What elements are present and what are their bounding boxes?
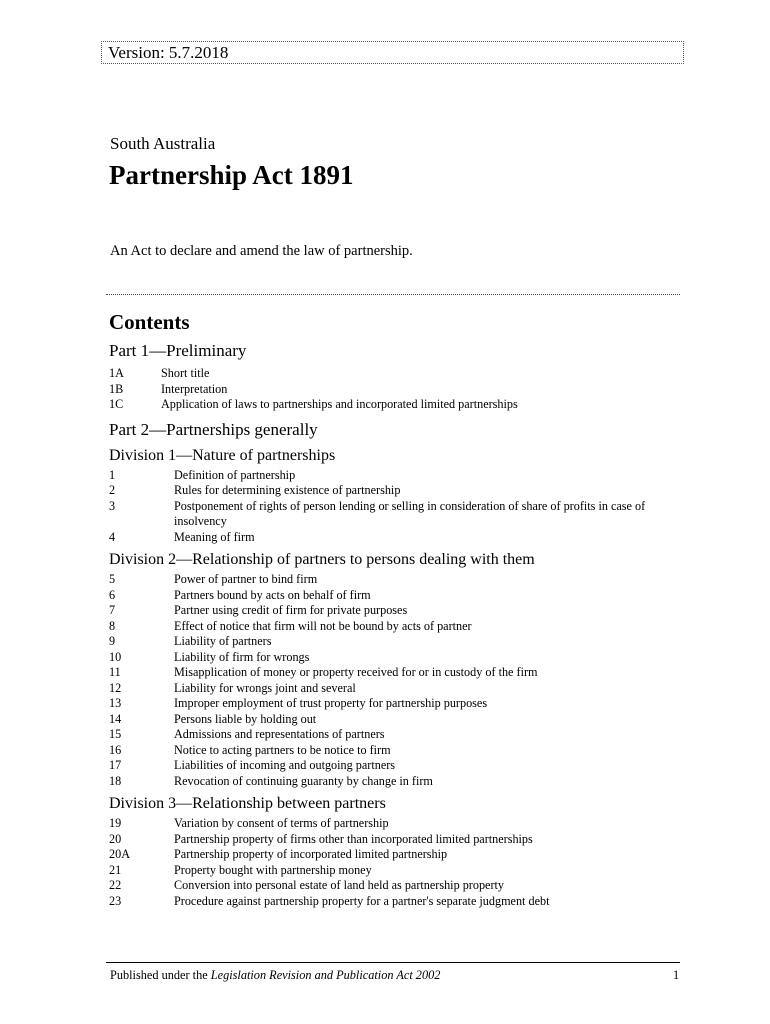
toc-entry-title: Liability of firm for wrongs bbox=[174, 649, 310, 664]
toc-entry-number: 6 bbox=[109, 587, 116, 602]
toc-entry-number: 9 bbox=[109, 634, 116, 648]
divider bbox=[106, 294, 680, 295]
footer-act-reference: Legislation Revision and Publication Act 2002 bbox=[210, 968, 441, 982]
division-3-heading[interactable]: Division 3—Relationship between partners bbox=[109, 795, 386, 812]
toc-entry[interactable] bbox=[109, 816, 689, 832]
toc-entry-number: 4 bbox=[109, 529, 116, 544]
toc-entry-title: Revocation of continuing guaranty by change in firm bbox=[174, 773, 433, 788]
toc-entry[interactable] bbox=[109, 847, 689, 863]
long-title: An Act to declare and amend the law of partnership. bbox=[110, 243, 413, 259]
toc-entry[interactable] bbox=[109, 832, 689, 848]
toc-entry-title: Partnership property of firms other than incorporated limited partnerships bbox=[174, 831, 533, 846]
toc-entry[interactable] bbox=[109, 681, 689, 697]
footer-publication-note bbox=[110, 968, 440, 983]
toc-entry-title: Improper employment of trust property for partnership purposes bbox=[174, 696, 488, 710]
toc-entry[interactable] bbox=[109, 588, 689, 604]
toc-entry-title: Liability of partners bbox=[174, 634, 272, 648]
toc-entry-title: Power of partner to bind firm bbox=[174, 572, 318, 586]
toc-entry-title: Meaning of firm bbox=[174, 529, 255, 544]
toc-entry-title: Notice to acting partners to be notice to firm bbox=[174, 742, 391, 757]
toc-entry-number: 1A bbox=[109, 366, 124, 380]
toc-entry-number: 20 bbox=[109, 831, 122, 846]
toc-entry-title: Procedure against partnership property for a partner's separate judgment debt bbox=[174, 893, 550, 908]
toc-entry[interactable] bbox=[109, 603, 689, 619]
toc-entry-title: Property bought with partnership money bbox=[174, 862, 372, 877]
jurisdiction: South Australia bbox=[110, 134, 216, 153]
toc-entry-number: 21 bbox=[109, 862, 122, 877]
toc-entry-number: 22 bbox=[109, 878, 122, 892]
toc-entry[interactable] bbox=[109, 863, 689, 879]
toc-entry[interactable] bbox=[109, 397, 689, 413]
toc-entry[interactable] bbox=[109, 712, 689, 728]
toc-entry-title: Effect of notice that firm will not be bound by acts of partner bbox=[174, 618, 472, 633]
toc-entry-title: Definition of partnership bbox=[174, 467, 296, 482]
version-box bbox=[101, 41, 684, 64]
footer-divider bbox=[106, 962, 680, 963]
toc-entry-number: 7 bbox=[109, 603, 116, 617]
toc-entry-number: 19 bbox=[109, 816, 122, 830]
toc-entry[interactable] bbox=[109, 619, 689, 635]
toc-entry-number: 20A bbox=[109, 847, 130, 861]
toc-entry[interactable] bbox=[109, 468, 689, 484]
page-number: 1 bbox=[673, 968, 680, 982]
toc-entry-number: 1B bbox=[109, 381, 124, 396]
toc-entry[interactable] bbox=[109, 743, 689, 759]
toc-entry[interactable] bbox=[109, 530, 689, 546]
toc-entry-number: 5 bbox=[109, 572, 116, 586]
toc-entry-title: Conversion into personal estate of land held as partnership property bbox=[174, 878, 504, 892]
toc-entry-title: Short title bbox=[161, 366, 210, 380]
toc-entry[interactable] bbox=[109, 894, 689, 910]
toc-entry-title: Misapplication of money or property received for or in custody of the firm bbox=[174, 665, 538, 679]
toc-entry[interactable] bbox=[109, 483, 689, 499]
toc-entry[interactable] bbox=[109, 650, 689, 666]
toc-entry-number: 14 bbox=[109, 711, 122, 726]
toc-entry[interactable] bbox=[109, 665, 689, 681]
toc-entry-title: Interpretation bbox=[161, 381, 228, 396]
toc-entry-number: 1 bbox=[109, 467, 116, 482]
toc-entry-number: 17 bbox=[109, 758, 122, 772]
toc-entry-number: 3 bbox=[109, 498, 116, 513]
toc-entry[interactable] bbox=[109, 774, 689, 790]
toc-entry-number: 2 bbox=[109, 483, 116, 497]
contents-heading: Contents bbox=[109, 310, 190, 334]
toc-entry-title: Partnership property of incorporated limited partnership bbox=[174, 847, 448, 861]
toc-entry[interactable] bbox=[109, 878, 689, 894]
toc-entry-title: Application of laws to partnerships and incorporated limited partnerships bbox=[161, 397, 518, 411]
version-label: Version: 5.7.2018 bbox=[108, 43, 229, 62]
toc-entry[interactable] bbox=[109, 499, 689, 530]
toc-entry-number: 8 bbox=[109, 618, 116, 633]
toc-entry[interactable] bbox=[109, 366, 689, 382]
toc-entry-title: Partners bound by acts on behalf of firm bbox=[174, 587, 371, 602]
toc-entry-number: 23 bbox=[109, 893, 122, 908]
toc-entry-title: Partner using credit of firm for private purposes bbox=[174, 603, 408, 617]
toc-entry-number: 13 bbox=[109, 696, 122, 710]
toc-entry-number: 18 bbox=[109, 773, 122, 788]
toc-entry-title: Liability for wrongs joint and several bbox=[174, 680, 356, 695]
toc-entry-title: Persons liable by holding out bbox=[174, 711, 317, 726]
toc-entry-title: Admissions and representations of partners bbox=[174, 727, 385, 741]
toc-entry-number: 1C bbox=[109, 397, 124, 411]
act-title: Partnership Act 1891 bbox=[109, 160, 354, 190]
toc-entry[interactable] bbox=[109, 634, 689, 650]
part-1-heading[interactable]: Part 1—Preliminary bbox=[109, 341, 247, 360]
toc-entry-number: 15 bbox=[109, 727, 122, 741]
toc-entry[interactable] bbox=[109, 382, 689, 398]
division-2-heading[interactable]: Division 2—Relationship of partners to persons dealing with them bbox=[109, 551, 535, 568]
toc-entry[interactable] bbox=[109, 758, 689, 774]
toc-entry-title: Liabilities of incoming and outgoing partners bbox=[174, 758, 396, 772]
toc-entry-title: Variation by consent of terms of partnership bbox=[174, 816, 389, 830]
table-of-contents bbox=[109, 339, 689, 909]
toc-entry-number: 11 bbox=[109, 665, 121, 679]
part-2-heading[interactable]: Part 2—Partnerships generally bbox=[109, 419, 318, 439]
division-1-heading[interactable]: Division 1—Nature of partnerships bbox=[109, 446, 336, 464]
toc-entry[interactable] bbox=[109, 696, 689, 712]
toc-entry[interactable] bbox=[109, 727, 689, 743]
toc-entry-number: 10 bbox=[109, 649, 122, 664]
toc-entry-number: 16 bbox=[109, 742, 122, 757]
toc-entry-title: Rules for determining existence of partnership bbox=[174, 483, 401, 497]
toc-entry[interactable] bbox=[109, 572, 689, 588]
footer-prefix: Published under the bbox=[110, 968, 211, 982]
toc-entry-title: Postponement of rights of person lending or selling in consideration of share of profits in case of insolvency bbox=[174, 498, 646, 528]
toc-entry-number: 12 bbox=[109, 680, 122, 695]
